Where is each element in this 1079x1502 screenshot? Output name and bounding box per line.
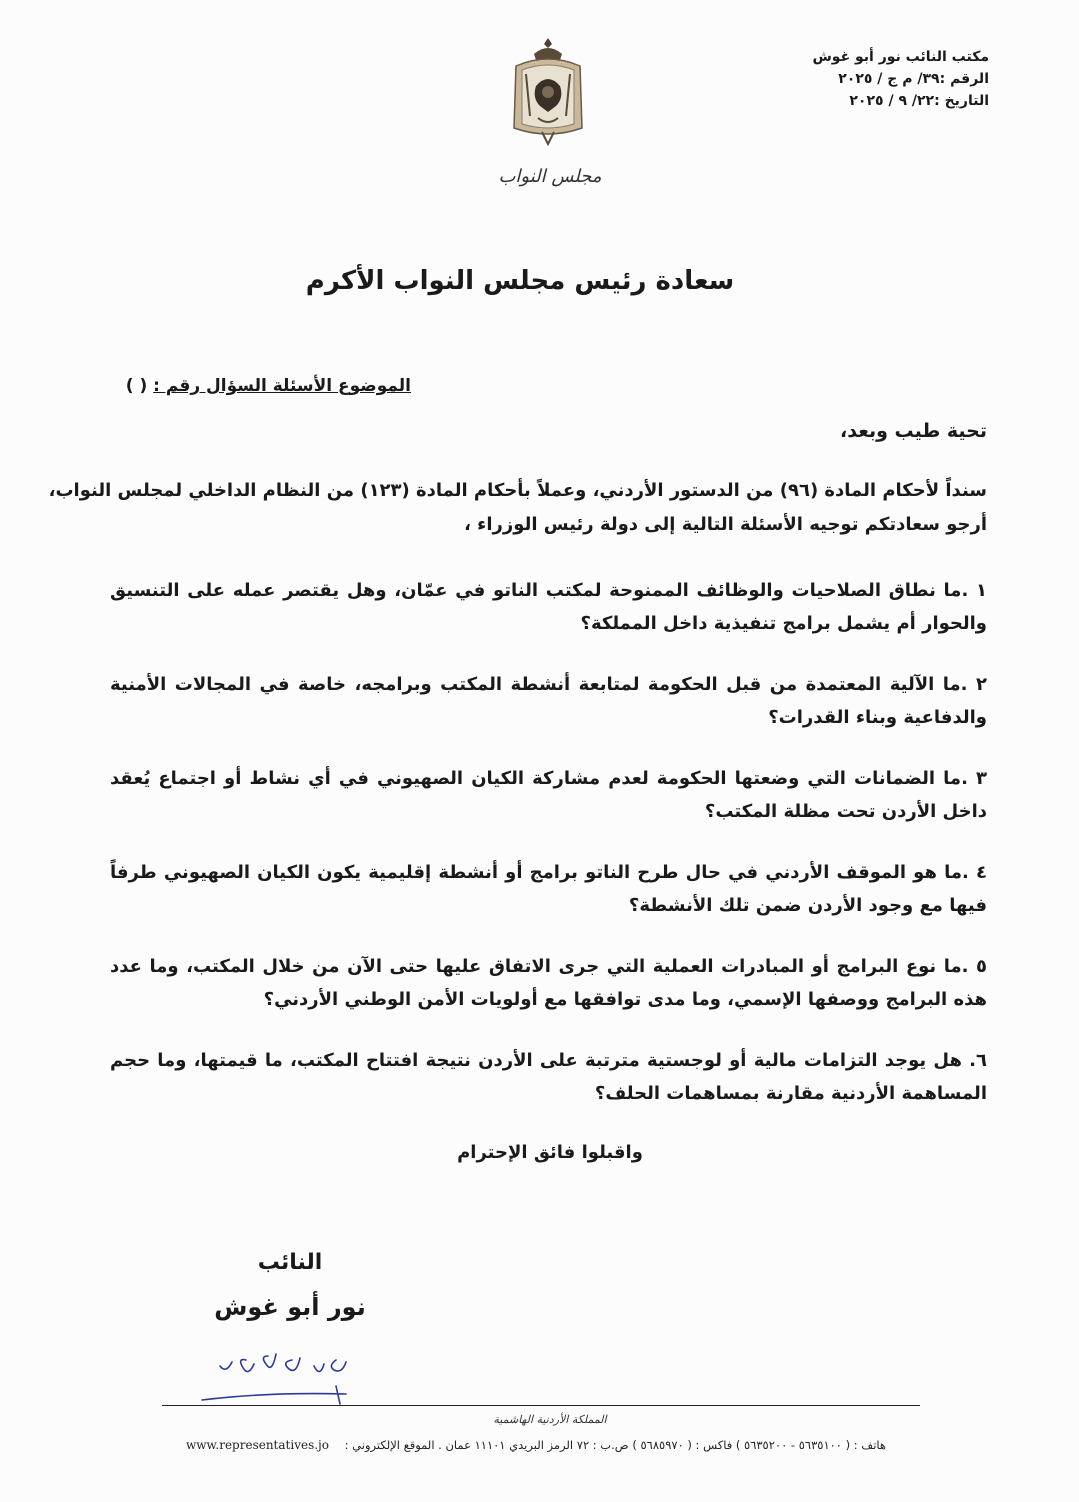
- question-item: ٤ .ما هو الموقف الأردني في حال طرح الناتو برامج أو أنشطة إقليمية يكون الكيان الصهيوني طرفاً فيها مع وجود الأردن ضمن تلك الأنشطة؟: [110, 862, 987, 916]
- letter-date: التاريخ :٢٢/ ٩ / ٢٠٢٥: [849, 93, 989, 109]
- question-item: ٣ .ما الضمانات التي وضعتها الحكومة لعدم مشاركة الكيان الصهيوني في أي نشاط أو اجتماع يُعقد داخل الأردن تحت مظلة المكتب؟: [110, 768, 987, 822]
- handwritten-signature: [196, 1344, 386, 1410]
- question-item: ١ .ما نطاق الصلاحيات والوظائف الممنوحة لمكتب الناتو في عمّان، وهل يقتصر عمله على التنسيق والحوار أم يشمل برامج تنفيذية داخل المملكة؟: [110, 580, 987, 634]
- greeting: تحية طيب وبعد،: [840, 420, 987, 442]
- subject-label: الموضوع الأسئلة السؤال رقم :: [153, 376, 411, 396]
- footer-divider: [162, 1405, 920, 1406]
- closing-line: واقبلوا فائق الإحترام: [457, 1142, 643, 1163]
- signature-block: [200, 1250, 380, 1321]
- intro-line: سنداً لأحكام المادة (٩٦) من الدستور الأردني، وعملاً بأحكام المادة (١٢٣) من النظام الداخلي لمجلس النواب،: [48, 480, 987, 501]
- reference-number: الرقم :٣٩/ م ج / ٢٠٢٥: [838, 71, 989, 87]
- question-item: ٥ .ما نوع البرامج أو المبادرات العملية التي جرى الاتفاق عليها حتى الآن من خلال المكتب، وما عدد هذه البرامج ووصفها الإسمي، وما مدى توافقها مع أولويات الأمن الوطني الأردني؟: [110, 956, 987, 1010]
- intro-line: أرجو سعادتكم توجيه الأسئلة التالية إلى دولة رئيس الوزراء ،: [464, 514, 987, 535]
- questions-list: [110, 574, 987, 1138]
- question-item: ٢ .ما الآلية المعتمدة من قبل الحكومة لمتابعة أنشطة المكتب وبرامجه، خاصة في المجالات الأمنية والدفاعية وبناء القدرات؟: [110, 674, 987, 728]
- footer-contact: هاتف : ( ٥٦٣٥١٠٠ - ٥٦٣٥٢٠٠ ) فاكس : ( ٥٦٨٥٩٧٠ ) ص.ب : ٧٢ الرمز البريدي ١١١٠١ عمان . الموقع الإلكتروني :: [344, 1438, 886, 1452]
- coat-of-arms-icon: [508, 36, 588, 148]
- parliament-caption: مجلس النواب: [498, 166, 602, 187]
- intro-paragraph: [48, 474, 987, 542]
- question-item: ٦. هل يوجد التزامات مالية أو لوجستية مترتبة على الأردن نتيجة افتتاح المكتب، ما قيمتها، وما حجم المساهمة الأردنية مقارنة بمساهمات الحلف؟: [110, 1050, 987, 1104]
- signatory-title: النائب: [257, 1250, 323, 1275]
- subject-number: ( ): [125, 376, 148, 396]
- addressee: سعادة رئيس مجلس النواب الأكرم: [305, 266, 735, 296]
- signatory-name: نور أبو غوش: [214, 1293, 366, 1321]
- office-name: مكتب النائب نور أبو غوش: [812, 49, 989, 65]
- footer-org: المملكة الأردنية الهاشمية: [493, 1413, 607, 1426]
- subject-line: [126, 376, 411, 396]
- footer-website: www.representatives.jo: [186, 1438, 329, 1452]
- office-header: [789, 46, 989, 112]
